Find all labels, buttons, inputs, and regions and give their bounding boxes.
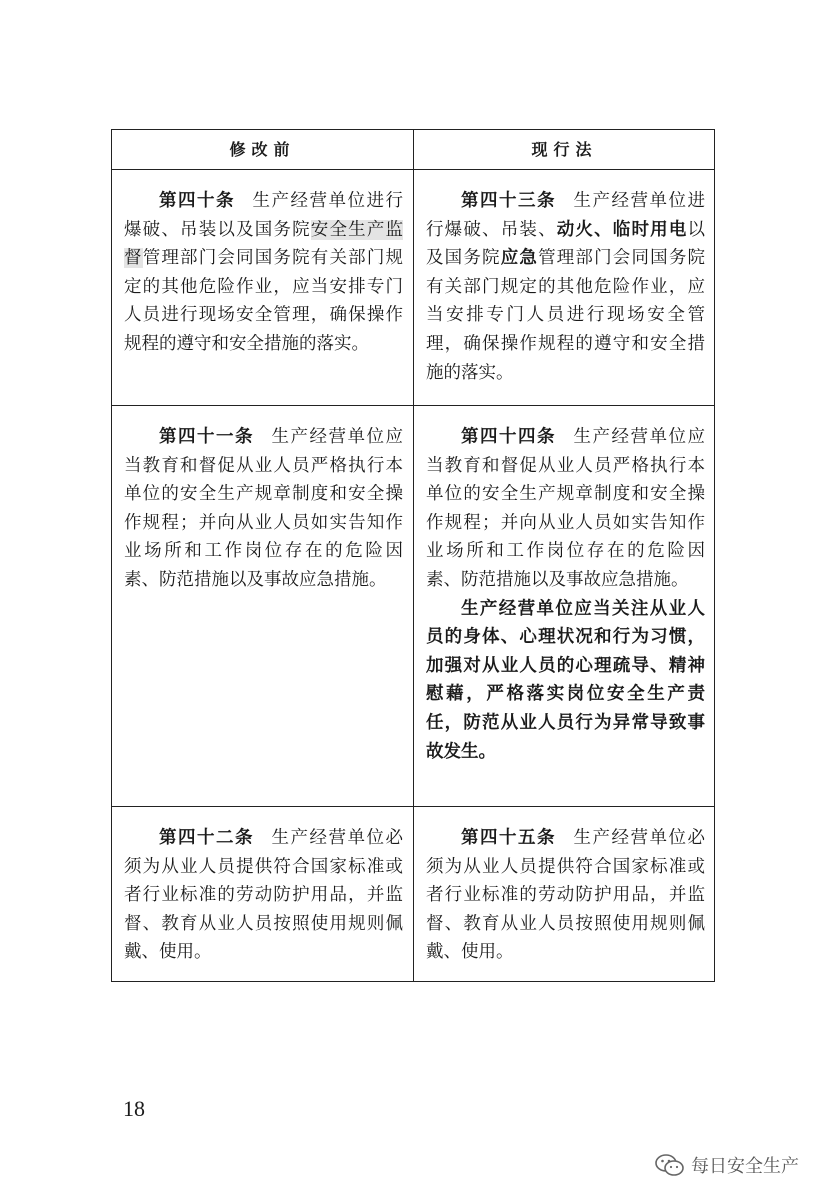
- article-number: 第四十五条: [461, 828, 556, 848]
- header-before: 修改前: [229, 140, 296, 159]
- row-divider: [112, 405, 714, 406]
- comparison-table: [111, 129, 715, 982]
- wechat-icon: [655, 1153, 685, 1177]
- article-number: 第四十三条: [461, 191, 556, 211]
- cell-current-article-44: 第四十四条 生产经营单位应当教育和督促从业人员严格执行本单位的安全生产规章制度和安全操作规程；并向从业人员如实告知作业场所和工作岗位存在的危险因素、防范措施以及事故应急措施。 生产经营单位应当关注从业人员的身体、心理状况和行为习惯，加强对从业人员的心理疏导、精神慰藉，严格落实岗位安全生产责任，防范从业人员行为异常导致事故发生。: [414, 423, 715, 766]
- article-number: 第四十一条: [159, 427, 254, 447]
- highlighted-text: 安全生产监督: [124, 219, 404, 269]
- row-divider: [112, 806, 714, 807]
- amended-text: 应急: [500, 248, 539, 269]
- header-current: 现行法: [531, 140, 598, 159]
- cell-current-article-45: 第四十五条 生产经营单位必须为从业人员提供符合国家标准或者行业标准的劳动防护用品，并监督、教育从业人员按照使用规则佩戴、使用。: [426, 828, 705, 963]
- amended-text: 动火、临时用电: [556, 219, 688, 240]
- amended-paragraph: 生产经营单位应当关注从业人员的身体、心理状况和行为习惯，加强对从业人员的心理疏导、精神慰藉，严格落实岗位安全生产责任，防范从业人员行为异常导致事故发生。: [426, 598, 705, 762]
- article-number: 第四十条: [159, 191, 235, 211]
- cell-current-article-43: 第四十三条 生产经营单位进行爆破、吊装、动火、临时用电以及国务院应急管理部门会同国务院有关部门规定的其他危险作业，应当安排专门人员进行现场安全管理，确保操作规程的遵守和安全措施的落实。: [426, 191, 706, 383]
- cell-before-article-41: 第四十一条 生产经营单位应当教育和督促从业人员严格执行本单位的安全生产规章制度和安全操作规程；并向从业人员如实告知作业场所和工作岗位存在的危险因素、防范措施以及事故应急措施。: [124, 427, 403, 590]
- article-number: 第四十四条: [461, 427, 556, 447]
- watermark: [655, 1152, 799, 1178]
- cell-before-article-42: 第四十二条 生产经营单位必须为从业人员提供符合国家标准或者行业标准的劳动防护用品，并监督、教育从业人员按照使用规则佩戴、使用。: [124, 828, 403, 963]
- page-number: 18: [123, 1096, 145, 1121]
- article-number: 第四十二条: [159, 828, 254, 848]
- watermark-text: 每日安全生产: [691, 1156, 799, 1177]
- cell-before-article-40: 第四十条 生产经营单位进行爆破、吊装以及国务院安全生产监督管理部门会同国务院有关部门规定的其他危险作业，应当安排专门人员进行现场安全管理，确保操作规程的遵守和安全措施的落实。: [124, 191, 404, 354]
